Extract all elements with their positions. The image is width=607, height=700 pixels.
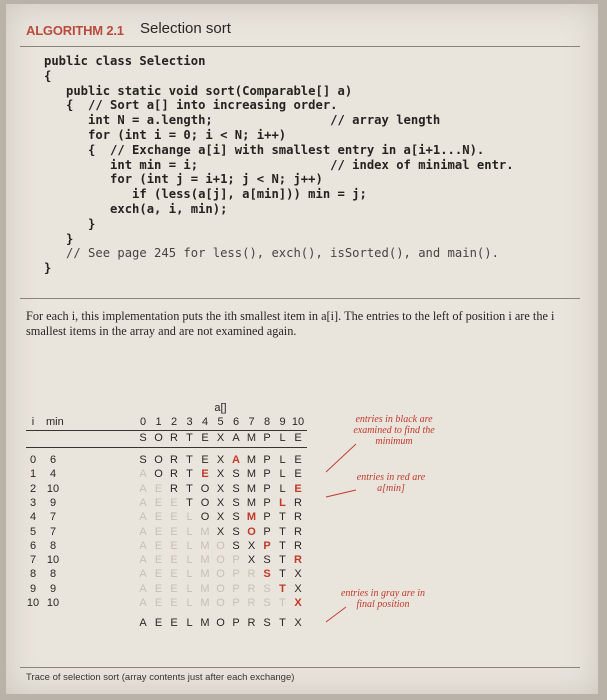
trace-entry: M — [200, 525, 210, 538]
final-entry: S — [263, 617, 271, 630]
final-entry: P — [232, 617, 240, 630]
trace-entry: S — [232, 482, 240, 495]
arrow-red-note — [326, 490, 356, 497]
index-header: 1 — [155, 416, 162, 428]
code-line: if (less(a[j], a[min])) min = j; — [44, 187, 367, 202]
row-min: 4 — [49, 468, 57, 481]
trace-entry: S — [263, 582, 271, 595]
trace-entry: S — [232, 468, 240, 481]
trace-entry: S — [232, 525, 240, 538]
trace-entry: A — [139, 511, 147, 524]
code-line: } — [44, 261, 52, 276]
initial-entry: L — [279, 432, 286, 444]
index-header: 3 — [186, 416, 193, 428]
index-header: 7 — [248, 416, 255, 428]
row-min: 10 — [46, 554, 60, 567]
trace-entry: L — [279, 468, 286, 481]
final-entry: R — [247, 617, 256, 630]
trace-entry: X — [247, 554, 256, 567]
trace-entry: X — [294, 597, 302, 609]
array-label: a[] — [214, 402, 227, 414]
trace-entry: P — [263, 496, 271, 509]
code-line: for (int i = 0; i < N; i++) — [44, 127, 287, 142]
row-min: 10 — [46, 597, 60, 609]
trace-entry: M — [200, 597, 210, 609]
code-line: { // Sort a[] into increasing order. — [44, 98, 338, 113]
trace-entry: A — [139, 582, 147, 595]
trace-entry: M — [200, 568, 210, 581]
caption-divider — [20, 667, 580, 668]
trace-entry: X — [216, 525, 225, 538]
trace-entry: E — [170, 554, 178, 567]
initial-entry: E — [201, 432, 209, 444]
trace-entry: X — [216, 511, 225, 524]
row-min: 10 — [46, 482, 60, 495]
row-i: 4 — [29, 511, 37, 524]
initial-entry: E — [294, 432, 302, 444]
trace-entry: A — [139, 468, 147, 481]
index-header: 2 — [170, 416, 178, 428]
row-min: 7 — [49, 511, 57, 524]
trace-entry: R — [247, 597, 256, 609]
trace-entry: O — [200, 511, 210, 524]
trace-entry: R — [294, 554, 302, 567]
trace-entry: O — [216, 539, 225, 552]
trace-entry: P — [232, 568, 240, 581]
code-line: // See page 245 for less(), exch(), isSorted(), and main(). — [44, 246, 499, 261]
trace-entry: M — [246, 511, 257, 524]
trace-entry: P — [263, 454, 271, 466]
trace-entry: X — [216, 496, 225, 509]
trace-entry: S — [232, 511, 240, 524]
trace-entry: M — [246, 468, 257, 481]
trace-entry: O — [200, 482, 210, 495]
trace-entry: A — [139, 597, 147, 609]
trace-entry: R — [170, 482, 178, 495]
trace-entry: T — [279, 568, 286, 581]
row-min: 7 — [49, 525, 57, 538]
trace-entry: E — [294, 482, 302, 495]
trace-entry: R — [170, 468, 178, 481]
trace-entry: R — [294, 511, 302, 524]
algorithm-description: For each i, this implementation puts the ith smallest item in a[i]. The entries to the left of position i are the i smallest items in the array and are not examined again. — [26, 309, 555, 338]
section-divider — [20, 298, 580, 299]
final-entry: M — [200, 617, 210, 630]
trace-entry: E — [154, 597, 163, 609]
row-min: 8 — [49, 539, 57, 552]
book-page — [6, 4, 598, 694]
row-i: 6 — [29, 539, 37, 552]
trace-entry: S — [263, 597, 271, 609]
trace-entry: E — [170, 539, 178, 552]
row-i: 0 — [29, 454, 37, 466]
code-line: { // Exchange a[i] with smallest entry in a[i+1...N). — [44, 142, 485, 157]
trace-entry: R — [170, 454, 178, 466]
trace-entry: M — [200, 539, 210, 552]
algorithm-header — [20, 18, 580, 47]
trace-entry: O — [154, 468, 163, 481]
trace-entry: T — [279, 539, 286, 552]
trace-entry: E — [154, 568, 163, 581]
trace-entry: E — [170, 568, 178, 581]
trace-entry: E — [201, 454, 209, 466]
trace-entry: L — [279, 482, 286, 495]
trace-entry: O — [154, 454, 163, 466]
code-listing — [44, 54, 584, 276]
trace-entry: S — [232, 496, 240, 509]
trace-entry: P — [263, 525, 271, 538]
trace-entry: R — [294, 539, 302, 552]
trace-entry: M — [246, 482, 257, 495]
note-red-entries: entries in red are a[min] — [356, 472, 426, 494]
trace-entry: P — [232, 554, 240, 567]
arrow-black-note — [326, 444, 356, 472]
annotation-arrows — [26, 402, 586, 670]
trace-entry: T — [186, 454, 193, 466]
trace-entry: T — [279, 511, 286, 524]
col-min-header: min — [46, 416, 64, 428]
code-line: } — [44, 216, 96, 231]
trace-entry: R — [294, 496, 302, 509]
row-i: 10 — [26, 597, 40, 609]
final-entry: E — [170, 617, 178, 630]
trace-entry: O — [200, 496, 210, 509]
final-entry: E — [154, 617, 163, 630]
trace-entry: E — [154, 554, 163, 567]
algorithm-title: Selection sort — [140, 20, 231, 37]
trace-entry: X — [247, 539, 256, 552]
row-i: 2 — [29, 482, 37, 495]
code-line: int N = a.length; // array length — [44, 113, 441, 128]
index-header: 10 — [291, 416, 305, 428]
trace-entry: T — [279, 597, 286, 609]
trace-entry: E — [154, 539, 163, 552]
initial-entry: A — [232, 432, 240, 444]
trace-entry: O — [216, 554, 225, 567]
col-i-header: i — [31, 416, 35, 428]
trace-entry: T — [279, 525, 286, 538]
trace-entry: R — [247, 582, 256, 595]
initial-entry: X — [216, 432, 225, 444]
final-entry: T — [279, 617, 286, 630]
trace-entry: A — [139, 554, 147, 567]
trace-entry: P — [232, 597, 240, 609]
trace-entry: X — [294, 568, 302, 581]
trace-entry: E — [154, 511, 163, 524]
index-header: 5 — [217, 416, 224, 428]
initial-entry: S — [139, 432, 147, 444]
final-entry: A — [139, 617, 147, 630]
row-min: 9 — [49, 582, 57, 595]
trace-entry: M — [246, 496, 257, 509]
trace-entry: E — [170, 597, 178, 609]
trace-entry: S — [139, 454, 147, 466]
trace-entry: L — [186, 582, 193, 595]
algorithm-number: ALGORITHM 2.1 — [26, 23, 124, 38]
final-entry: L — [186, 617, 193, 630]
trace-entry: A — [232, 454, 240, 466]
trace-entry: E — [294, 468, 302, 481]
index-header: 9 — [279, 416, 286, 428]
trace-entry: O — [216, 582, 225, 595]
trace-entry: L — [186, 568, 193, 581]
trace-entry: S — [232, 539, 240, 552]
initial-entry: R — [170, 432, 178, 444]
trace-entry: A — [139, 525, 147, 538]
trace-entry: P — [263, 468, 271, 481]
trace-entry: M — [200, 554, 210, 567]
final-entry: X — [294, 617, 302, 630]
trace-entry: A — [139, 482, 147, 495]
trace-entry: L — [279, 454, 286, 466]
trace-entry: L — [186, 597, 193, 609]
trace-entry: A — [139, 539, 147, 552]
trace-entry: S — [263, 554, 271, 567]
final-entry: O — [216, 617, 225, 630]
trace-entry: E — [154, 482, 163, 495]
code-line: for (int j = i+1; j < N; j++) — [44, 172, 323, 187]
row-min: 9 — [49, 496, 57, 509]
code-line: public class Selection — [44, 54, 206, 68]
trace-entry: A — [139, 568, 147, 581]
trace-entry: E — [170, 525, 178, 538]
trace-entry: T — [186, 482, 193, 495]
trace-entry: P — [263, 511, 271, 524]
initial-entry: O — [154, 432, 163, 444]
trace-entry: E — [154, 582, 163, 595]
trace-entry: E — [170, 496, 178, 509]
code-line: { — [44, 68, 52, 83]
index-header: 6 — [232, 416, 240, 428]
row-i: 9 — [29, 582, 37, 595]
code-line: int min = i; // index of minimal entr. — [44, 157, 514, 172]
trace-entry: T — [279, 582, 286, 595]
trace-entry: T — [186, 468, 193, 481]
trace-entry: X — [216, 482, 225, 495]
trace-entry: L — [186, 525, 193, 538]
trace-entry: P — [263, 482, 271, 495]
selection-sort-trace — [26, 402, 586, 670]
trace-entry: T — [279, 554, 286, 567]
trace-entry: O — [216, 597, 225, 609]
row-i: 8 — [29, 568, 37, 581]
code-line: public static void sort(Comparable[] a) — [44, 83, 353, 98]
trace-entry: X — [216, 468, 225, 481]
trace-entry: L — [186, 554, 193, 567]
trace-entry: E — [154, 525, 163, 538]
trace-entry: O — [216, 568, 225, 581]
trace-entry: A — [139, 496, 147, 509]
index-header: 4 — [201, 416, 209, 428]
trace-entry: E — [170, 511, 178, 524]
initial-entry: T — [186, 432, 193, 444]
trace-entry: M — [200, 582, 210, 595]
trace-entry: P — [263, 539, 271, 552]
trace-entry: L — [279, 496, 286, 509]
row-min: 8 — [49, 568, 57, 581]
row-i: 3 — [29, 496, 37, 509]
trace-entry: R — [247, 568, 256, 581]
row-i: 7 — [29, 554, 37, 567]
row-i: 5 — [29, 525, 37, 538]
code-line: } — [44, 231, 74, 246]
initial-entry: P — [263, 432, 271, 444]
trace-entry: S — [263, 568, 271, 581]
trace-entry: R — [294, 525, 302, 538]
index-header: 8 — [263, 416, 271, 428]
code-line: exch(a, i, min); — [44, 201, 228, 216]
trace-entry: P — [232, 582, 240, 595]
trace-caption: Trace of selection sort (array contents just after each exchange) — [26, 672, 295, 683]
note-black-entries: entries in black are examined to find the minimum — [353, 414, 435, 447]
initial-entry: M — [246, 432, 257, 444]
trace-entry: L — [186, 511, 193, 524]
arrow-gray-note — [326, 607, 346, 622]
trace-entry: L — [186, 539, 193, 552]
trace-entry: E — [294, 454, 302, 466]
note-gray-entries: entries in gray are in final position — [340, 588, 426, 610]
trace-entry: E — [201, 468, 209, 481]
trace-entry: X — [294, 582, 302, 595]
trace-entry: O — [247, 525, 256, 538]
trace-entry: T — [186, 496, 193, 509]
trace-entry: X — [216, 454, 225, 466]
row-i: 1 — [29, 468, 37, 481]
trace-entry: E — [154, 496, 163, 509]
row-min: 6 — [49, 454, 57, 466]
index-header: 0 — [139, 416, 147, 428]
trace-entry: E — [170, 582, 178, 595]
trace-entry: M — [246, 454, 257, 466]
